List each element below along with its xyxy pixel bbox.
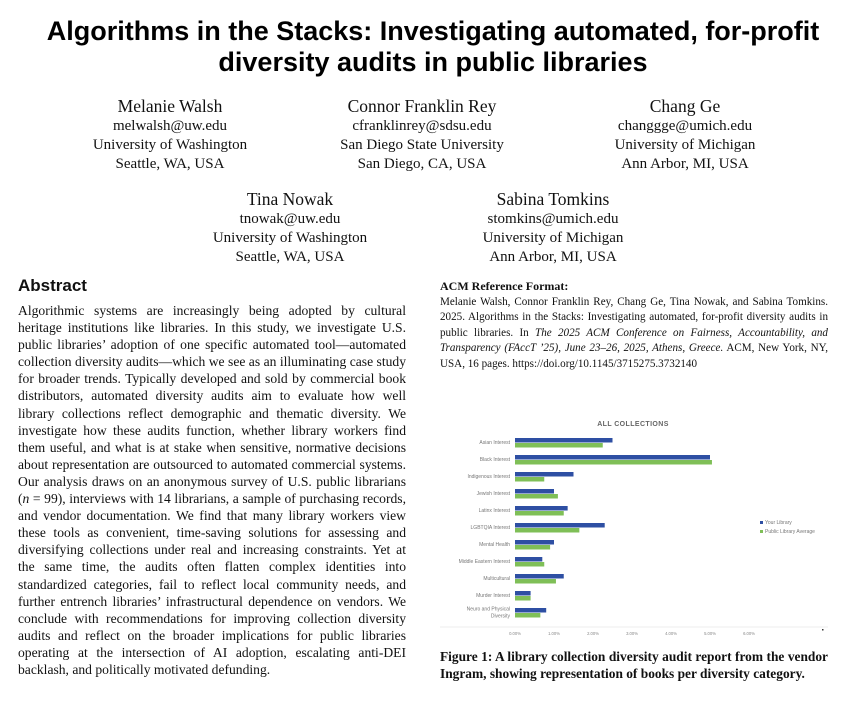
x-tick-label: 5.00% [704,631,716,636]
x-tick-label: 4.00% [665,631,677,636]
figure-caption: Figure 1: A library collection diversity audit report from the vendor Ingram, showing representation of books per diversity category. [440,649,828,682]
category-label: Middle Eastern Interest [458,559,510,565]
acm-reference-heading: ACM Reference Format: [440,279,569,293]
bar-public-library-average [515,613,540,618]
bar-your-library [515,489,554,494]
author-location: Seattle, WA, USA [115,156,225,172]
category-label: Neuro and Physical [466,606,510,613]
bar-public-library-average [515,494,558,499]
author-block-5 [443,188,663,267]
acm-reference-venue: The 2025 ACM Conference on Fairness, Accountability, and Transparency (FAccT ’25), June 23–26, 2025, Athens, Greece. [440,326,828,355]
bar-your-library [515,438,613,443]
category-label: Indigenous Interest [467,474,510,480]
category-label: LGBTQIA Interest [470,525,510,531]
legend-label: Your Library [765,520,792,526]
bar-your-library [515,557,542,562]
acm-reference-part-1: Melanie Walsh, Connor Franklin Rey, Chang Ge, Tina Nowak, and Sabina Tomkins. 2025. Algorithms in the Stacks: Investigating automated, for-profit diversity audits in public libraries. In [440,295,828,339]
acm-reference-part-2: ACM, New York, NY, USA, 16 pages. https://doi.org/10.1145/3715275.3732140 [440,342,828,370]
bar-your-library [515,591,531,596]
diversity-audit-chart [440,414,828,636]
author-affiliation: University of Michigan [614,137,756,153]
author-affiliation: San Diego State University [340,137,504,153]
x-tick-label: 1.00% [548,631,560,636]
bar-public-library-average [515,596,531,601]
author-block-4 [180,188,400,267]
author-email: melwalsh@uw.edu [112,118,228,134]
category-label: Asian Interest [479,440,510,446]
author-block-2 [312,95,532,174]
abstract-text [18,302,406,678]
x-tick-label: 0.00% [509,631,521,636]
bar-public-library-average [515,528,579,533]
author-email: changgge@umich.edu [617,118,753,134]
author-location: Seattle, WA, USA [235,249,345,265]
category-label: Multicultural [483,576,510,582]
x-tick-label: 3.00% [626,631,638,636]
author-location: Ann Arbor, MI, USA [621,156,749,172]
category-label: Mental Health [479,542,510,548]
author-affiliation: University of Washington [92,137,248,153]
bar-your-library [515,608,546,613]
acm-reference-text [440,295,828,373]
abstract-text-part-1: Algorithmic systems are increasingly being adopted by cultural heritage institutions like libraries. In this study, we investigate U.S. public libraries’ adoption of one specific automated tool—automated collection diversity audits—which we see as an illuminating case study for broader trends. Typically developed and sold by commercial book distributors, automated diversity audits aim to evaluate how well library collections reflect demographic and thematic diversity. We investigate how these audits function, whether library workers find them useful, and what is at stake when sensitive, normative decisions about representation are outsourced to automated commercial systems. Our analysis draws on an anonymous survey of U.S. public librarians ( [18,303,406,507]
bar-your-library [515,455,710,460]
bar-your-library [515,540,554,545]
author-location: San Diego, CA, USA [357,156,487,172]
acm-reference-section [440,279,828,373]
bar-public-library-average [515,579,556,584]
author-name: Sabina Tomkins [496,189,610,209]
bar-your-library [515,523,605,528]
legend-label: Public Library Average [765,529,815,535]
category-label: Black Interest [479,457,510,463]
author-email: cfranklinrey@sdsu.edu [352,118,492,134]
bar-public-library-average [515,460,712,465]
x-tick-label: 6.00% [743,631,755,636]
author-email: stomkins@umich.edu [487,211,619,227]
author-block-1 [60,95,280,174]
bar-public-library-average [515,443,603,448]
figure-1 [440,414,828,636]
author-name: Melanie Walsh [117,96,223,116]
category-label: Latinx Interest [478,508,510,514]
author-email: tnowak@uw.edu [239,211,341,227]
bar-public-library-average [515,477,544,482]
paper-title [0,16,866,78]
author-name: Connor Franklin Rey [347,96,497,116]
x-tick-label: 2.00% [587,631,599,636]
abstract-section [18,276,406,678]
abstract-text-part-2: = 99), interviews with 14 librarians, a sample of purchasing records, and vendor documentation. We find that many library workers view these tools as convenient, time-saving solutions for assessing and diversifying collections under real and increasing constraints. Yet at the same time, the audits often flatten complex identities into standardized categories, fail to reflect local community needs, and further entrench libraries’ infrastructural dependence on vendors. We conclude with recommendations for improving collection diversity audits and reflect on the broader implications for public libraries operating at the intersection of AI adoption, escalating anti-DEI backlash, and politically motivated defunding. [18,491,406,677]
author-block-3 [575,95,795,174]
category-label: Murder Interest [476,593,510,599]
bar-your-library [515,574,564,579]
corner-mark [822,629,824,631]
category-label: Jewish Interest [476,491,510,497]
title-line-1: Algorithms in the Stacks: Investigating automated, for-profit [46,16,820,46]
legend-swatch-average [760,530,763,533]
author-name: Tina Nowak [246,189,334,209]
author-affiliation: University of Washington [212,230,368,246]
legend-swatch-your-library [760,521,763,524]
bar-public-library-average [515,511,564,516]
chart-title: ALL COLLECTIONS [597,421,669,428]
bar-your-library [515,472,574,477]
author-affiliation: University of Michigan [482,230,624,246]
category-label: Diversity [490,613,510,620]
author-location: Ann Arbor, MI, USA [489,249,617,265]
bar-your-library [515,506,568,511]
sample-size-symbol: n [22,491,30,507]
author-name: Chang Ge [649,96,721,116]
bar-public-library-average [515,562,544,567]
title-line-2: diversity audits in public libraries [218,47,648,77]
abstract-heading: Abstract [18,276,87,295]
bar-public-library-average [515,545,550,550]
